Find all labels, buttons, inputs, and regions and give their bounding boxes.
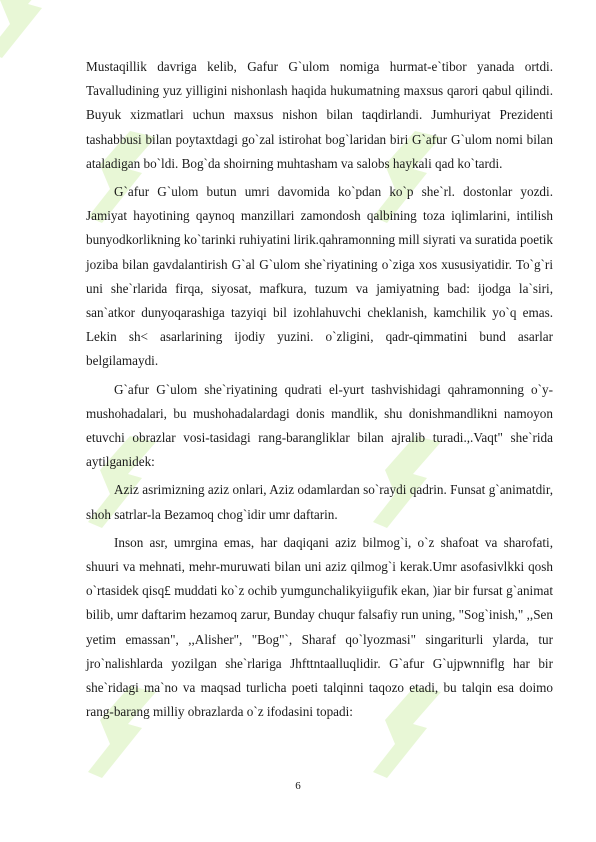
paragraph-1: Mustaqillik davriga kelib, Gafur G`ulom nomiga hurmat-e`tibor yanada ortdi. Tavalludining yuz yilligini nishonlash haqida hukumatning maxsus qarori qabul qilindi. Buyuk xizmatlari uchun maxsus nishon bilan taqdirlandi. Jumhuriyat Prezidenti tashabbusi bilan poytaxtdagi go`zal istirohat bog`laridan biri G`afur G`ulom nomi bilan ataladigan bo`ldi. Bog`da shoirning muhtasham va salobs haykali qad ko`tardi. bbox=[86, 59, 553, 171]
paragraph-4-verse: Aziz asrimizning aziz onlari, Aziz odamlardan so`raydi qadrin. Funsat g`animatdir, shoh satrlar-la Bezamoq chog`idir umr daftarin. bbox=[86, 482, 553, 522]
paragraph-2: G`afur G`ulom butun umri davomida ko`pdan ko`p she`rl. dostonlar yozdi. Jamiyat hayotining qaynoq manzillari zamondosh qalbining toza iqlimlarini, intilish bunyodkorlikning ko`tarinki ruhiyatini lirik.qahramonning mill siyrati va suratida poetik joziba bilan gavdalantirish G`al G`ulom she`riyatining o`ziga xos xususiyatidir. To`g`ri uni she`rlarida firqa, siyosat, mafkura, tuzum va jamiyatning bad: ijodga la`siri, san`atkor dunyoqarashiga tazyiqi bil izohlahuvchi cheklanish, kamchilik yo`q emas. Lekin sh< asarlarining ijodiy yuzini. o`zligini, qadr-qimmatini bund asarlar belgilamaydi. bbox=[86, 184, 553, 369]
page-body bbox=[86, 55, 553, 728]
page-number: 6 bbox=[295, 780, 301, 792]
paragraph-3: G`afur G`ulom she`riyatining qudrati el-yurt tashvishidagi qahramonning o`y-mushohadalari, bu mushohadalardagi donis mandlik, shu donishmandlikni namoyon etuvchi obrazlar vosi-tasidagi rang-barangliklar bilan ajralib turadi.,.Vaqt" she`rida aytilganidek: bbox=[86, 381, 553, 470]
paragraph-5: Inson asr, umrgina emas, har daqiqani aziz bilmog`i, o`z shafoat va sharofati, shuuri va mehnati, mehr-muruwati bilan uni aziz qilmog`i kerak.Umr asofasivlkki qosh o`rtasidek qisq£ muddati ko`z ochib yumgunchalikyiigufik ekan, )iar bir fursat g`animat bilib, umr daftarim hezamoq zarur, Bunday chuqur falsafiy run uning, "Sog`inish," ,,Sen yetim emassan", ,,Alisher", "Bog"`, Sharaf qo`lyozmasi" singariturli ylarda, tur jro`nalishlarda yozilgan she`rlariga Jhfttntaalluqlidir. G`afur G`ujpwnniflg har bir she`ridagi ma`no va maqsad turlicha poeti talqinni taqozo etadi, bu talqin esa doimo rang-barang milliy obrazlarda o`z ifodasini topadi: bbox=[86, 534, 553, 720]
